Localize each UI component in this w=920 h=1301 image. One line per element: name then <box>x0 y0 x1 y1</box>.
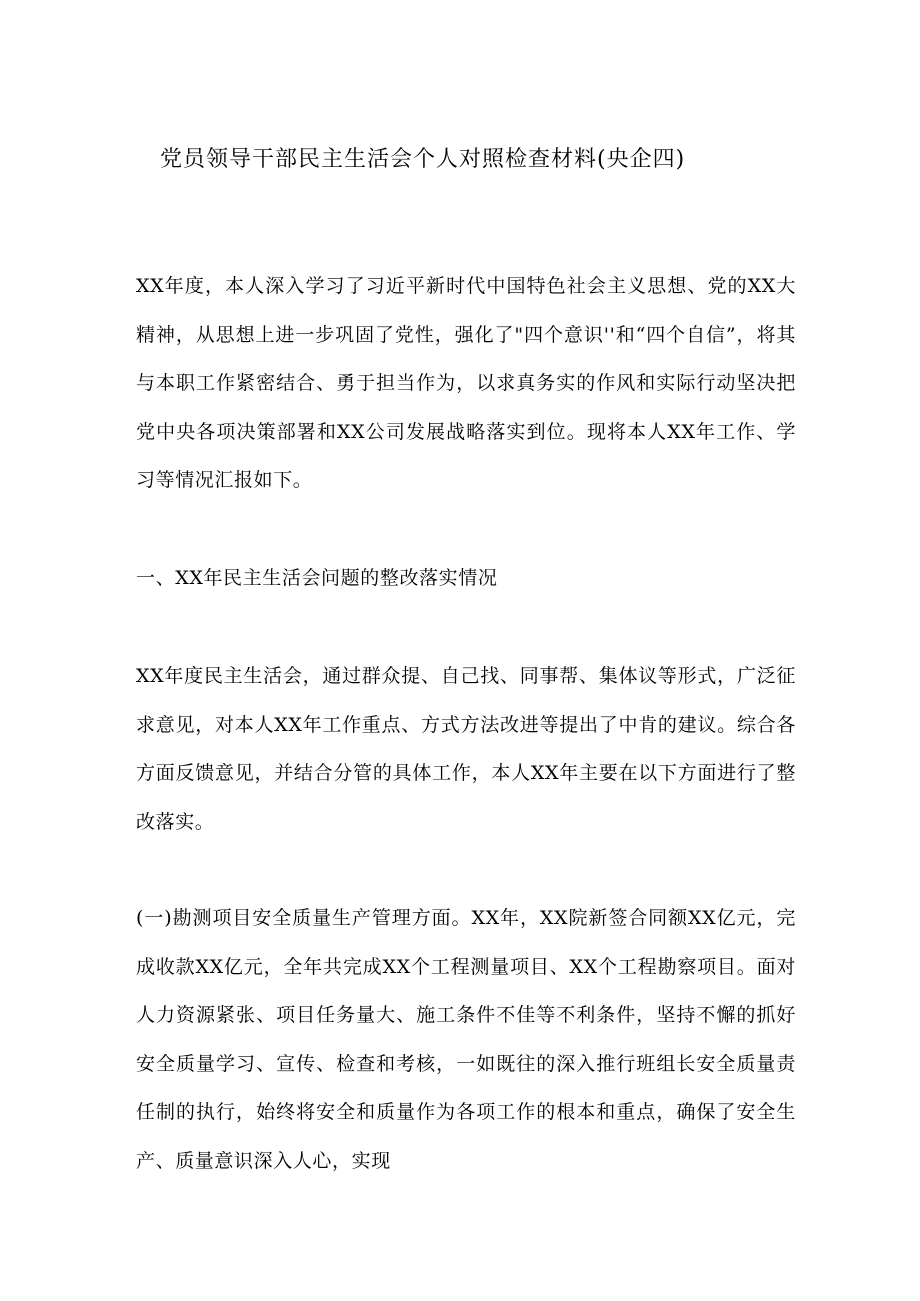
section-paragraph: XX年度民主生活会，通过群众提、自己找、同事帮、集体议等形式，广泛征求意见，对本人XX年工作重点、方式方法改进等提出了中肯的建议。综合各方面反馈意见，并结合分管的具体工作，本人XX年主要在以下方面进行了整改落实。 <box>136 665 796 833</box>
document-title: 党员领导干部民主生活会个人对照检查材料(央企四) <box>160 147 686 172</box>
subsection-paragraph: (一)勘测项目安全质量生产管理方面。XX年，XX院新签合同额XX亿元，完成收款XX亿元，全年共完成XX个工程测量项目、XX个工程勘察项目。面对人力资源紧张、项目任务量大、施工条件不佳等不利条件，坚持不懈的抓好安全质量学习、宣传、检查和考核，一如既往的深入推行班组长安全质量责任制的执行，始终将安全和质量作为各项工作的根本和重点，确保了安全生产、质量意识深入人心，实现 <box>136 907 796 1172</box>
intro-paragraph: XX年度，本人深入学习了习近平新时代中国特色社会主义思想、党的XX大精神，从思想上进一步巩固了党性，强化了"四个意识''和“四个自信”，将其与本职工作紧密结合、勇于担当作为，以求真务实的作风和实际行动坚决把党中央各项决策部署和XX公司发展战略落实到位。现将本人XX年工作、学习等情况汇报如下。 <box>136 275 796 491</box>
section-heading: 一、XX年民主生活会问题的整改落实情况 <box>136 567 498 589</box>
